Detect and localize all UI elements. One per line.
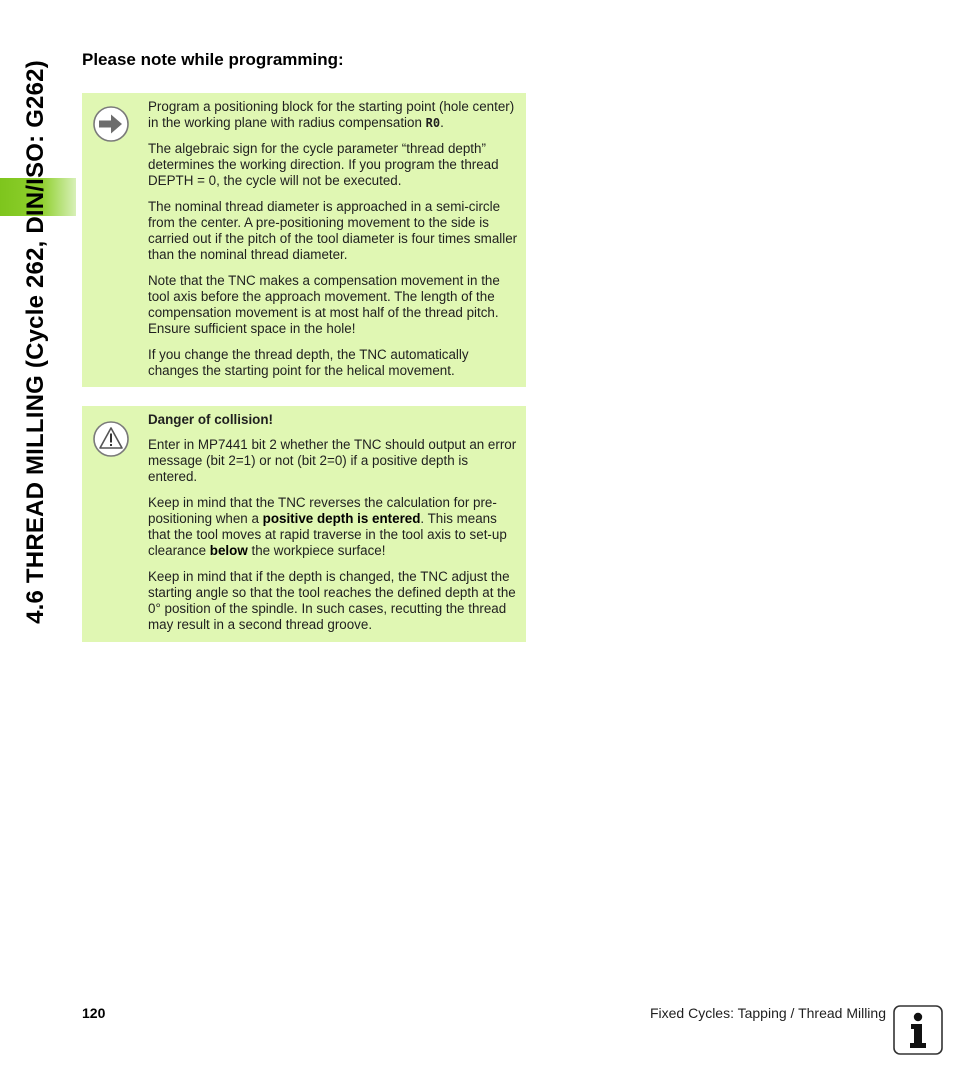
bold-text: below [209,543,248,558]
warning-paragraph: Enter in MP7441 bit 2 whether the TNC should output an error message (bit 2=1) or not (bit 2=0) if a positive depth is entered. [148,437,517,484]
note-paragraph: The algebraic sign for the cycle parameter “thread depth” determines the working direction. If you program the thread DEPTH = 0, the cycle will not be executed. [148,141,499,188]
warning-box [82,406,526,642]
info-icon [893,1005,943,1055]
warning-paragraph: Keep in mind that the TNC reverses the calculation for pre-positioning when a positive depth is entered. This means that the tool moves at rapid traverse in the tool axis to set-up clearance below the workpiece surface! [148,495,507,558]
section-heading: Please note while programming: [82,50,344,69]
note-paragraph: The nominal thread diameter is approached in a semi-circle from the center. A pre-positioning movement to the side is carried out if the pitch of the tool diameter is four times smaller than the nominal thread diameter. [148,199,518,262]
bold-text: positive depth is entered [262,511,421,526]
warning-text [148,412,520,643]
note-paragraph: If you change the thread depth, the TNC automatically changes the starting point for the helical movement. [148,347,469,378]
warning-title: Danger of collision! [148,412,273,427]
arrow-right-icon [92,105,130,143]
chapter-title-text: 4.6 THREAD MILLING (Cycle 262, DIN/ISO: G262) [22,60,49,624]
warning-paragraph: Keep in mind that if the depth is changed, the TNC adjust the starting angle so that the tool reaches the defined depth at the 0° position of the spindle. In such cases, recutting the thread may result in a second thread groove. [148,569,516,632]
note-text [148,99,520,389]
note-box [82,93,526,387]
footer-chapter-text: Fixed Cycles: Tapping / Thread Milling [649,1005,886,1021]
note-paragraph: Program a positioning block for the starting point (hole center) in the working plane with radius compensation R0. [148,99,515,130]
warning-triangle-icon [92,420,130,458]
note-paragraph: Note that the TNC makes a compensation movement in the tool axis before the approach movement. The length of the compensation movement is at most half of the thread pitch. Ensure sufficient space in the hole! [148,273,500,336]
page-number: 120 [82,1005,106,1021]
code-r0: R0 [425,116,441,130]
chapter-title [18,32,54,652]
